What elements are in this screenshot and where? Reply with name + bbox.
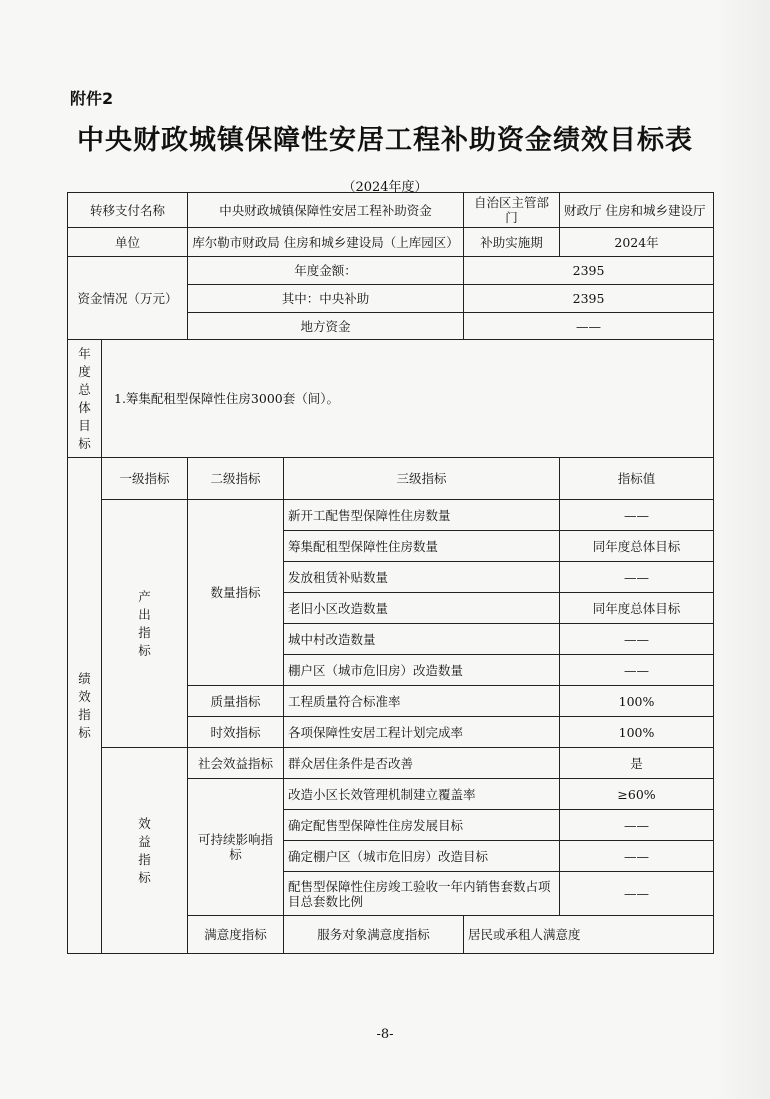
attachment-label: 附件2 <box>70 89 114 108</box>
table-row <box>68 748 714 779</box>
annual-goal-text: 1.筹集配租型保障性住房3000套（间）。 <box>102 340 714 458</box>
indicator-value: —— <box>560 872 714 916</box>
indicator-value: ≥60% <box>560 779 714 810</box>
indicator-value: —— <box>560 810 714 841</box>
annual-goal-label-text: 年度总体目标 <box>78 345 91 451</box>
table-row <box>68 500 714 531</box>
page-number: -8- <box>376 1027 394 1042</box>
indicator-name: 筹集配租型保障性住房数量 <box>284 531 560 562</box>
quantity-indicator-label: 数量指标 <box>188 500 284 686</box>
indicator-name: 老旧小区改造数量 <box>284 593 560 624</box>
performance-target-table <box>67 192 714 954</box>
indicator-value: 100% <box>560 717 714 748</box>
unit-label: 单位 <box>68 228 188 257</box>
indicator-name: 配售型保障性住房竣工验收一年内销售套数占项目总套数比例 <box>284 872 560 916</box>
table-row <box>68 228 714 257</box>
transfer-name-label: 转移支付名称 <box>68 193 188 228</box>
funds-row-value: —— <box>464 313 714 340</box>
satisfaction-l2-label: 服务对象满意度指标 <box>284 916 464 954</box>
indicator-name: 居民或承租人满意度 <box>464 916 714 954</box>
table-row <box>68 340 714 458</box>
table-row <box>68 458 714 500</box>
indicator-name: 工程质量符合标准率 <box>284 686 560 717</box>
indicator-name: 发放租赁补贴数量 <box>284 562 560 593</box>
indicator-value: 是 <box>560 748 714 779</box>
funds-row-label: 地方资金 <box>188 313 464 340</box>
funds-row-label: 年度金额： <box>188 257 464 285</box>
indicator-value: —— <box>560 841 714 872</box>
perf-label-text: 绩效指标 <box>78 670 91 740</box>
indicator-name: 新开工配售型保障性住房数量 <box>284 500 560 531</box>
funds-row-label: 其中：中央补助 <box>188 285 464 313</box>
output-indicator-label <box>102 500 188 748</box>
output-indicator-text: 产出指标 <box>138 588 151 658</box>
col-header-value: 指标值 <box>560 458 714 500</box>
annual-goal-label <box>68 340 102 458</box>
indicator-value: 100% <box>560 686 714 717</box>
col-header-l1: 一级指标 <box>102 458 188 500</box>
period-value: 2024年 <box>560 228 714 257</box>
indicator-name: 群众居住条件是否改善 <box>284 748 560 779</box>
benefit-indicator-text: 效益指标 <box>138 815 151 885</box>
indicator-value: 同年度总体目标 <box>560 531 714 562</box>
indicator-name: 各项保障性安居工程计划完成率 <box>284 717 560 748</box>
bleed-through-shadow <box>710 0 770 1099</box>
col-header-l2: 二级指标 <box>188 458 284 500</box>
transfer-name-value: 中央财政城镇保障性安居工程补助资金 <box>188 193 464 228</box>
indicator-value: —— <box>560 562 714 593</box>
funds-row-value: 2395 <box>464 285 714 313</box>
document-title: 中央财政城镇保障性安居工程补助资金绩效目标表 <box>77 125 693 156</box>
dept-value: 财政厅 住房和城乡建设厅 <box>560 193 714 228</box>
dept-label: 自治区主管部门 <box>464 193 560 228</box>
indicator-name: 确定棚户区（城市危旧房）改造目标 <box>284 841 560 872</box>
benefit-indicator-label <box>102 748 188 954</box>
timeliness-indicator-label: 时效指标 <box>188 717 284 748</box>
social-benefit-label: 社会效益指标 <box>188 748 284 779</box>
sustainable-impact-label <box>188 779 284 916</box>
indicator-value: 同年度总体目标 <box>560 593 714 624</box>
indicator-value: —— <box>560 624 714 655</box>
perf-label <box>68 458 102 954</box>
indicator-name: 改造小区长效管理机制建立覆盖率 <box>284 779 560 810</box>
satisfaction-l1-label: 满意度指标 <box>188 916 284 954</box>
indicator-name: 城中村改造数量 <box>284 624 560 655</box>
col-header-l3: 三级指标 <box>284 458 560 500</box>
indicator-value: —— <box>560 655 714 686</box>
table-row <box>68 257 714 285</box>
indicator-name: 棚户区（城市危旧房）改造数量 <box>284 655 560 686</box>
year-label: （2024年度） <box>342 180 428 195</box>
quality-indicator-label: 质量指标 <box>188 686 284 717</box>
table-row <box>68 193 714 228</box>
sustainable-impact-text: 可持续影响指标 <box>198 832 274 862</box>
unit-value: 库尔勒市财政局 住房和城乡建设局（上库园区） <box>188 228 464 257</box>
indicator-name: 确定配售型保障性住房发展目标 <box>284 810 560 841</box>
funds-label: 资金情况（万元） <box>68 257 188 340</box>
funds-row-value: 2395 <box>464 257 714 285</box>
period-label: 补助实施期 <box>464 228 560 257</box>
indicator-value: —— <box>560 500 714 531</box>
